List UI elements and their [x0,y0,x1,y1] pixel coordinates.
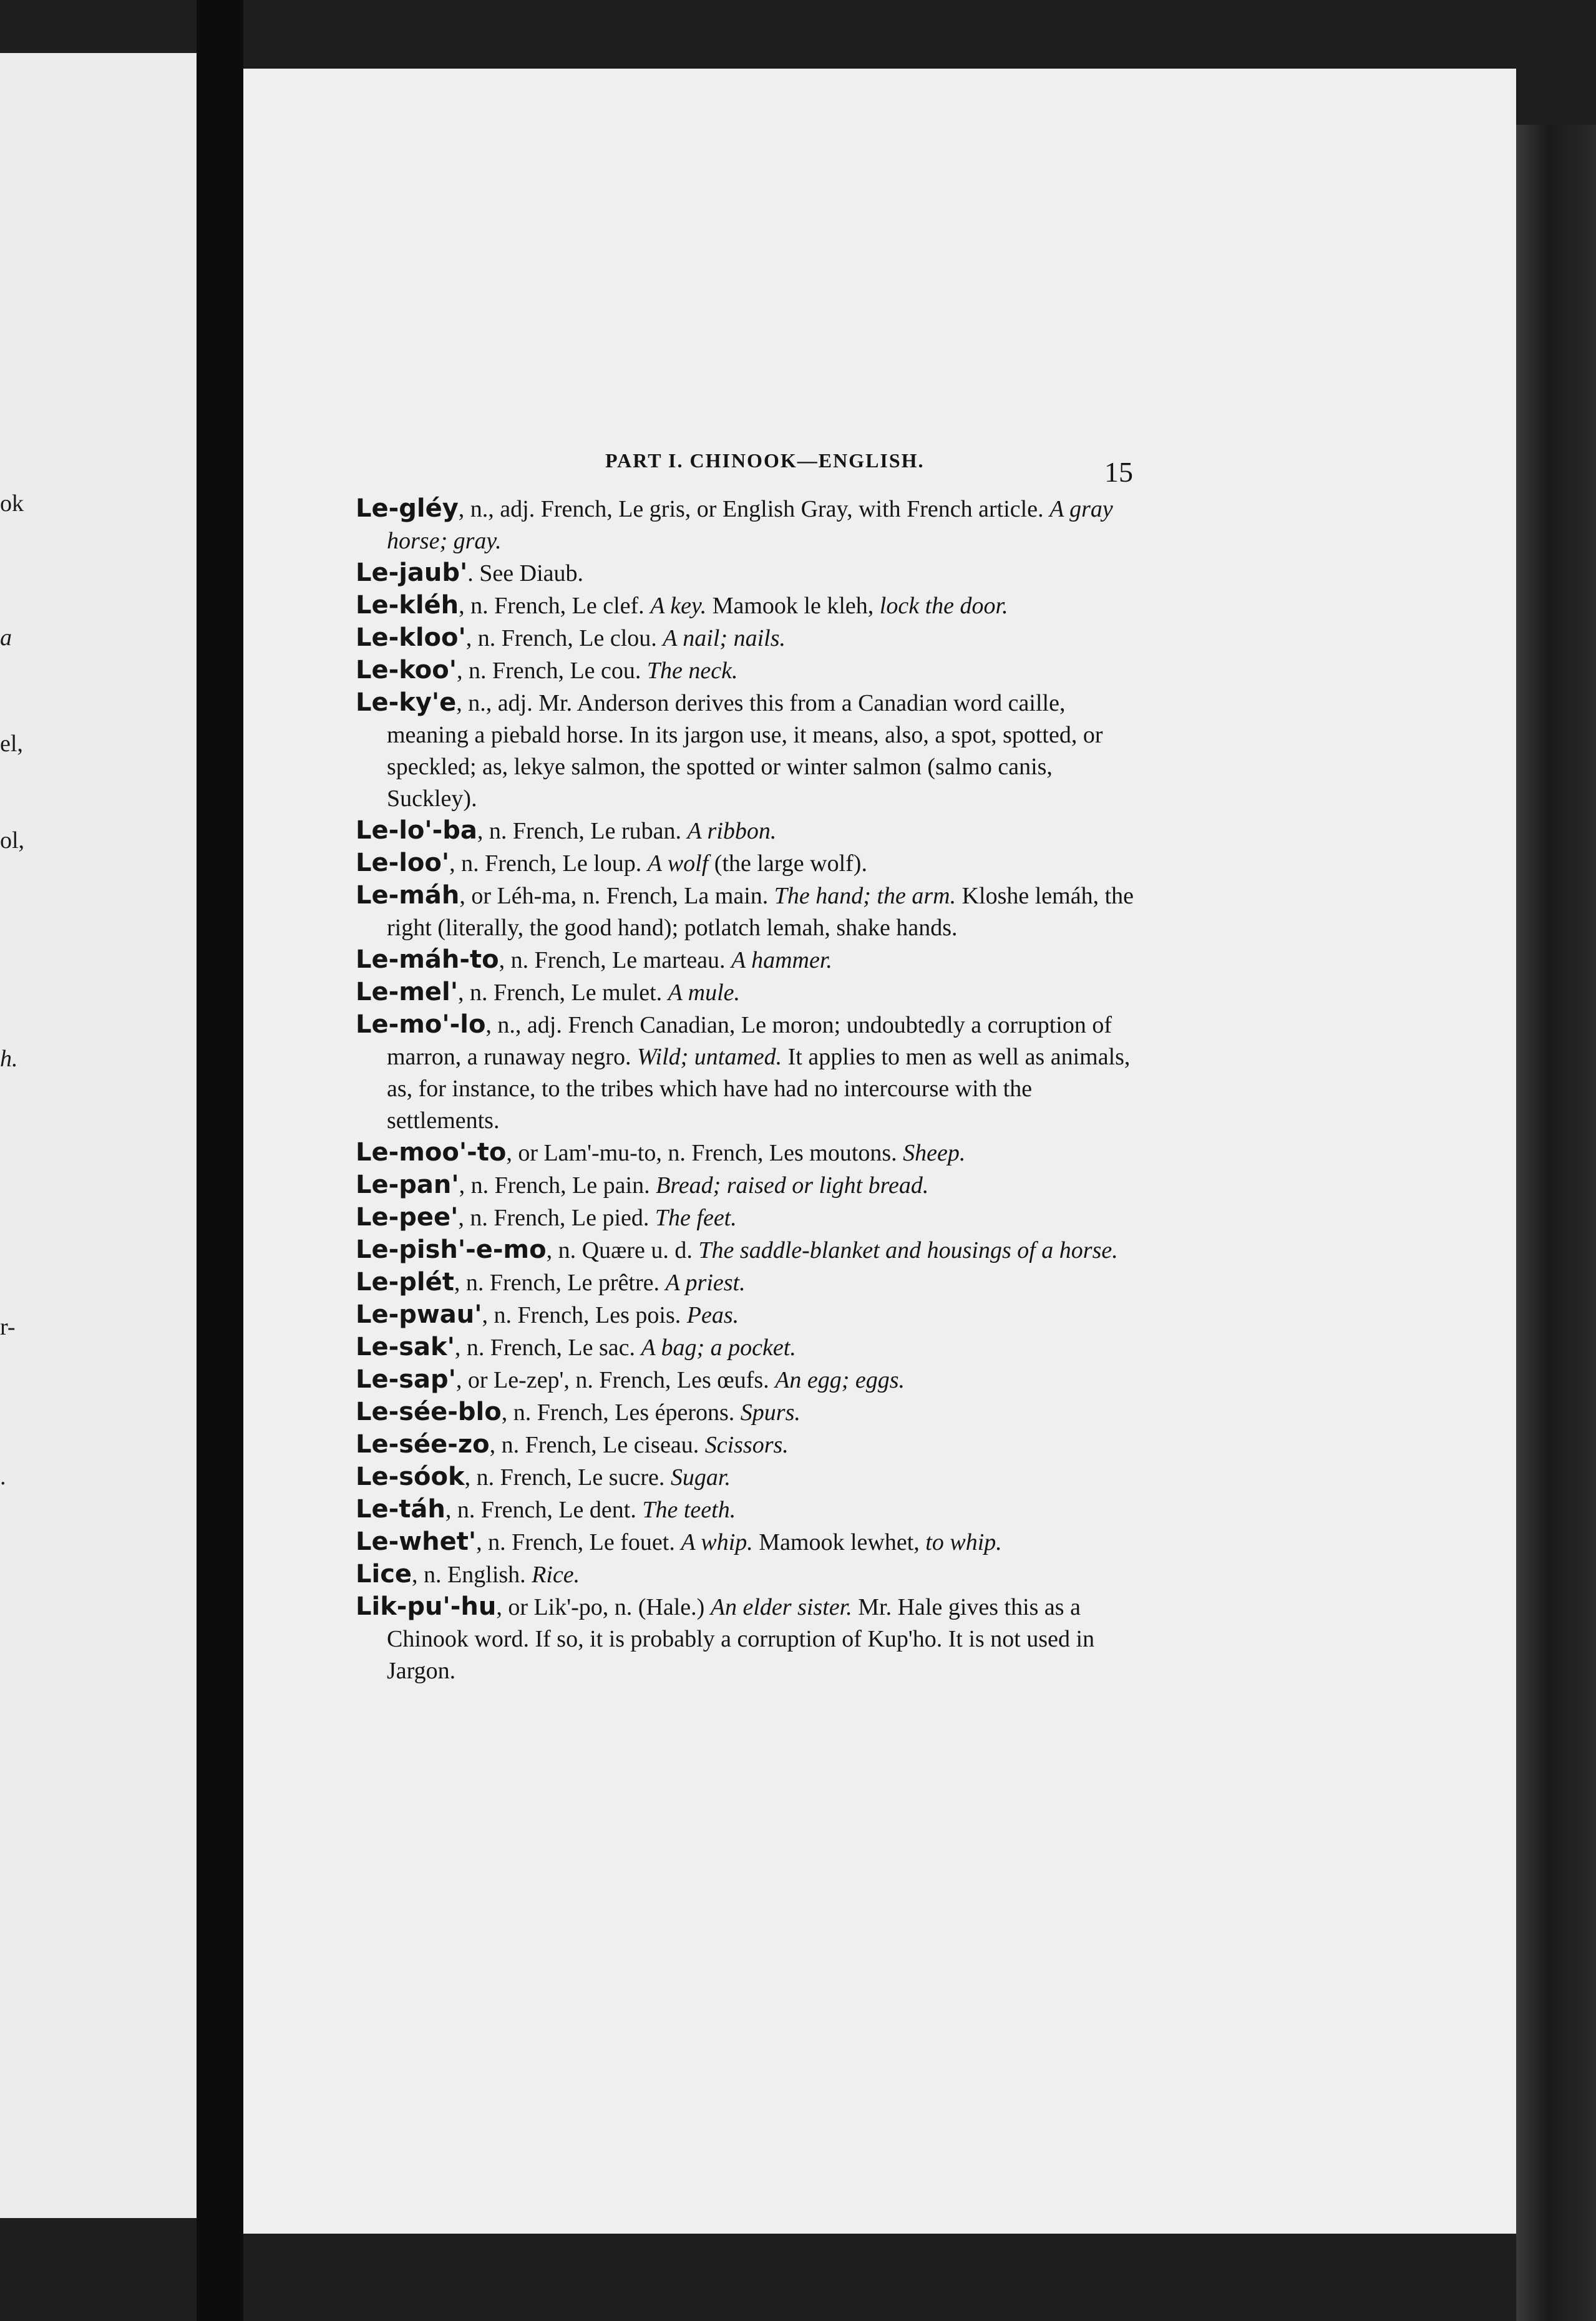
page-edge [1516,125,1596,2321]
dictionary-entry [356,493,1142,557]
headword: Le-lo'-ba [356,816,477,845]
dictionary-entry [356,654,1142,687]
dictionary-entry [356,944,1142,976]
dictionary-entry [356,1396,1142,1429]
etymology: French, Le marteau. [528,947,732,973]
part-of-speech: , n., adj. [456,690,533,716]
etymology: French, Les œufs. [593,1367,776,1393]
headword: Lice [356,1560,412,1589]
dictionary-entry [356,847,1142,880]
gloss: A mule. [668,980,741,1006]
etymology: French, Le cou. [486,658,647,684]
book-gutter [197,0,243,2321]
part-of-speech: , or Lik'-po, n. [496,1594,633,1620]
part-of-speech: , n. [489,1432,520,1458]
headword: Le-moo'-to [356,1138,507,1167]
headword: Le-gléy [356,494,459,523]
part-of-speech: , n. [546,1237,577,1263]
part-of-speech: , n. [454,1335,485,1361]
part-of-speech: , n. [476,1529,506,1555]
part-of-speech: , n. [464,1464,495,1491]
gloss: An egg; eggs. [775,1367,905,1393]
gloss: Peas. [686,1302,739,1328]
part-of-speech: , or Léh-ma, n. [459,883,601,909]
headword: Le-kléh [356,591,459,620]
etymology: French, Le ruban. [507,818,688,844]
part-of-speech: , n. [457,980,488,1006]
etymology: French, Le clef. [488,593,651,619]
headword: Le-mo'-lo [356,1010,486,1039]
gloss: An elder sister. [710,1594,852,1620]
etymology: Mr. Anderson derives this from a Canadian word caille, meaning a piebald horse. In its jargon use, it means, also, a spot, spotted, or speckled; as, lekye salmon, the spotted or winter salmon (salmo canis, Suckley). [387,690,1103,812]
margin-fragment: . [0,1464,6,1490]
gloss: Wild; untamed. [636,1044,782,1070]
etymology: French, Le gris, or English Gray, with French article. [535,496,1050,522]
part-of-speech: , n., adj. [485,1012,562,1038]
note-gloss: lock the door. [879,593,1008,619]
dictionary-entry [356,1429,1142,1461]
gloss: Sheep. [903,1140,966,1166]
gloss: Sugar. [670,1464,731,1491]
etymology: French, Le ciseau. [519,1432,705,1458]
etymology: English. [441,1562,532,1588]
note: It applies to men as well as animals, as, for instance, to the tribes which have had no intercourse with the settlements. [387,1044,1131,1134]
etymology: See Diaub. [473,560,584,586]
part-of-speech: , n. [445,1497,475,1523]
note: Kloshe lemáh, the right (literally, the good hand); potlatch lemah, shake hands. [387,883,1134,941]
headword: Le-plét [356,1268,454,1297]
dictionary-entry [356,1169,1142,1202]
margin-fragment: h. [0,1046,18,1072]
margin-fragment: ol, [0,827,25,854]
headword: Le-kloo' [356,623,466,652]
gloss: Scissors. [704,1432,789,1458]
dictionary-entry [356,1202,1142,1234]
gloss: Bread; raised or light bread. [656,1172,929,1199]
dictionary-entry [356,590,1142,622]
headword: Le-sak' [356,1333,455,1361]
margin-fragment: a [0,625,12,651]
headword: Le-sée-blo [356,1398,502,1426]
headword: Le-táh [356,1495,445,1524]
etymology: (Hale.) [632,1594,711,1620]
etymology: French, Le sac. [484,1335,641,1361]
dictionary-entry [356,880,1142,944]
etymology: French, Les moutons. [685,1140,903,1166]
note: Mamook lewhet, [752,1529,926,1555]
etymology: French, Les pois. [512,1302,687,1328]
etymology: French Canadian, Le moron; undoubtedly a corruption of marron, a runaway negro. [387,1012,1112,1070]
gloss: Spurs. [740,1399,800,1426]
etymology: French, Le mulet. [487,980,668,1006]
headword: Le-sap' [356,1365,456,1394]
gloss: A whip. [681,1529,753,1555]
part-of-speech: , n. [501,1399,532,1426]
dictionary-entry [356,1526,1142,1559]
part-of-speech: , n. [499,947,529,973]
note: (the large wolf). [708,850,867,877]
dictionary-entry [356,1461,1142,1494]
etymology: French, Le dent. [475,1497,643,1523]
margin-fragment: el, [0,731,23,757]
gloss: The neck. [646,658,738,684]
headword: Le-ky'e [356,688,457,717]
gloss: A gray horse; gray. [387,496,1113,554]
part-of-speech: , n., adj. [458,496,535,522]
part-of-speech: , n. [459,1172,489,1199]
etymology: French, Le pied. [487,1205,655,1231]
part-of-speech: , or Lam'-mu-to, n. [506,1140,686,1166]
dictionary-entry [356,1331,1142,1364]
gloss: The hand; the arm. [774,883,956,909]
headword: Le-máh-to [356,945,499,974]
part-of-speech: , n. [456,658,487,684]
gloss: A key. [650,593,707,619]
etymology: French, Le sucre. [494,1464,671,1491]
note-gloss: to whip. [925,1529,1002,1555]
part-of-speech: , n. [449,850,479,877]
page-number: 15 [1104,456,1133,488]
gloss: A ribbon. [687,818,777,844]
running-head: PART I. CHINOOK—ENGLISH. [605,449,925,472]
dictionary-entry [356,1267,1142,1299]
headword: Le-loo' [356,849,450,877]
etymology: French, La main. [600,883,774,909]
dictionary-entry [356,1009,1142,1137]
dictionary-entry [356,815,1142,847]
part-of-speech: , n. [458,1205,488,1231]
dictionary-entry [356,622,1142,654]
part-of-speech: , n. [465,625,496,651]
margin-fragment: ok [0,490,24,517]
etymology: French, Le loup. [479,850,648,877]
headword: Le-whet' [356,1527,477,1556]
headword: Le-pish'-e-mo [356,1235,547,1264]
gloss: A wolf [647,850,709,877]
facing-page [0,53,197,2218]
etymology: French, Le prêtre. [484,1270,666,1296]
dictionary-entry [356,1559,1142,1591]
gloss: A priest. [665,1270,746,1296]
headword: Le-mel' [356,978,458,1006]
part-of-speech: . [467,560,474,586]
etymology: French, Le clou. [495,625,663,651]
part-of-speech: , n. [482,1302,512,1328]
headword: Le-koo' [356,656,457,684]
gloss: The feet. [654,1205,737,1231]
dictionary-entry [356,1494,1142,1526]
etymology: French, Le pain. [489,1172,656,1199]
gloss: Rice. [532,1562,580,1588]
gloss: A bag; a pocket. [641,1335,796,1361]
gloss: The saddle-blanket and housings of a horse. [698,1237,1118,1263]
headword: Le-máh [356,881,460,910]
dictionary-entry [356,687,1142,815]
headword: Le-sóok [356,1462,465,1491]
note: Mr. Hale gives this as a Chinook word. If so, it is probably a corruption of Kup'ho. It is not used in Jargon. [387,1594,1095,1684]
dictionary-entry [356,557,1142,590]
dictionary-entry [356,1299,1142,1331]
gloss: A hammer. [731,947,832,973]
headword: Le-pee' [356,1203,459,1232]
part-of-speech: , n. [459,593,489,619]
part-of-speech: , or Le-zep', n. [455,1367,593,1393]
headword: Lik-pu'-hu [356,1592,497,1621]
part-of-speech: , n. [412,1562,442,1588]
headword: Le-pwau' [356,1300,482,1329]
dictionary-entry [356,1591,1142,1687]
dictionary-entry [356,1364,1142,1396]
gloss: The teeth. [642,1497,736,1523]
headword: Le-pan' [356,1170,459,1199]
etymology: French, Les éperons. [531,1399,741,1426]
margin-fragment: r- [0,1314,16,1340]
part-of-speech: , n. [477,818,507,844]
dictionary-entries [356,493,1142,1687]
headword: Le-jaub' [356,558,468,587]
note: Mamook le kleh, [706,593,880,619]
dictionary-entry [356,976,1142,1009]
dictionary-entry [356,1137,1142,1169]
etymology: French, Le fouet. [505,1529,681,1555]
part-of-speech: , n. [454,1270,484,1296]
headword: Le-sée-zo [356,1430,490,1459]
gloss: A nail; nails. [663,625,786,651]
etymology: Quære u. d. [576,1237,699,1263]
dictionary-entry [356,1234,1142,1267]
